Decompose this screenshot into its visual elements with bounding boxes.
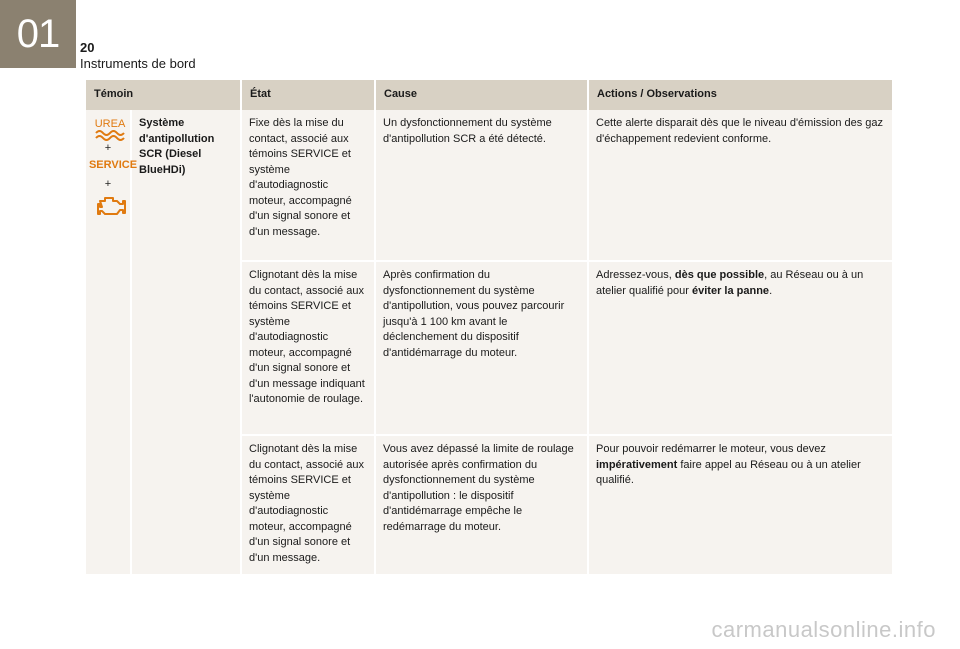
header-actions: Actions / Observations [588,80,892,110]
plus-sign: + [104,142,112,154]
cause-cell: Vous avez dépassé la limite de roulage autorisée après confirmation du dysfonctionnement du système d'antipollution : le dispositif d'antidémarrage empêche le redémarrage du moteur. [375,435,588,575]
warning-icons-cell [86,110,138,575]
watermark: carmanualsonline.info [711,617,936,642]
section-title: Instruments de bord [80,56,196,71]
action-emphasis: dès que possible [674,269,765,281]
cause-cell: Un dysfonctionnement du système d'antipollution SCR a été détecté. [375,110,588,261]
state-cell: Clignotant dès la mise du contact, associé aux témoins SERVICE et système d'autodiagnostic moteur, accompagné d'un signal sonore et d'un message indiquant l'autonomie de roulage. [241,261,375,435]
plus-sign: + [104,178,112,190]
state-cell: Fixe dès la mise du contact, associé aux témoins SERVICE et système d'autodiagnostic moteur, accompagné d'un signal sonore et d'un message. [241,110,375,261]
urea-icon-text: UREA [94,118,126,130]
action-text: Adressez-vous, [596,269,675,281]
system-label: Système d'antipollution SCR (Diesel BlueHDi) [131,110,241,575]
warning-lamp-table [86,80,892,576]
chapter-number: 01 [16,11,60,56]
action-text: faire appel au Réseau ou à un atelier qualifié. [596,458,861,486]
engine-warning-icon [93,193,127,219]
service-warning-icon [88,156,138,172]
page-number: 20 [80,40,95,55]
action-emphasis: éviter la panne [692,284,770,297]
cause-cell: Après confirmation du dysfonctionnement du système d'antipollution, vous pouvez parcourir jusqu'à 1 100 km avant le déclenchement du dispositif d'antidémarrage du moteur. [375,261,588,435]
table-header-row [86,80,892,110]
state-cell: Clignotant dès la mise du contact, associé aux témoins SERVICE et système d'autodiagnostic moteur, accompagné d'un signal sonore et d'un message. [241,435,375,575]
service-icon-text: SERVICE [88,159,138,171]
action-text: Pour pouvoir redémarrer le moteur, vous devez [596,443,826,455]
action-text: Cette alerte disparait dès que le niveau d'émission des gaz d'échappement redevient conforme. [596,117,884,145]
table-row [86,110,892,261]
action-emphasis: impérativement [596,458,678,471]
header-cause: Cause [375,80,588,110]
action-cell [588,261,892,435]
action-cell [588,110,892,261]
chapter-tab [0,0,76,68]
urea-warning-icon [93,116,127,142]
action-cell [588,435,892,575]
action-text: . [769,284,773,297]
header-etat: État [241,80,375,110]
header-temoin: Témoin [86,80,241,110]
action-text: , au Réseau ou à un atelier qualifié pour [596,269,864,297]
